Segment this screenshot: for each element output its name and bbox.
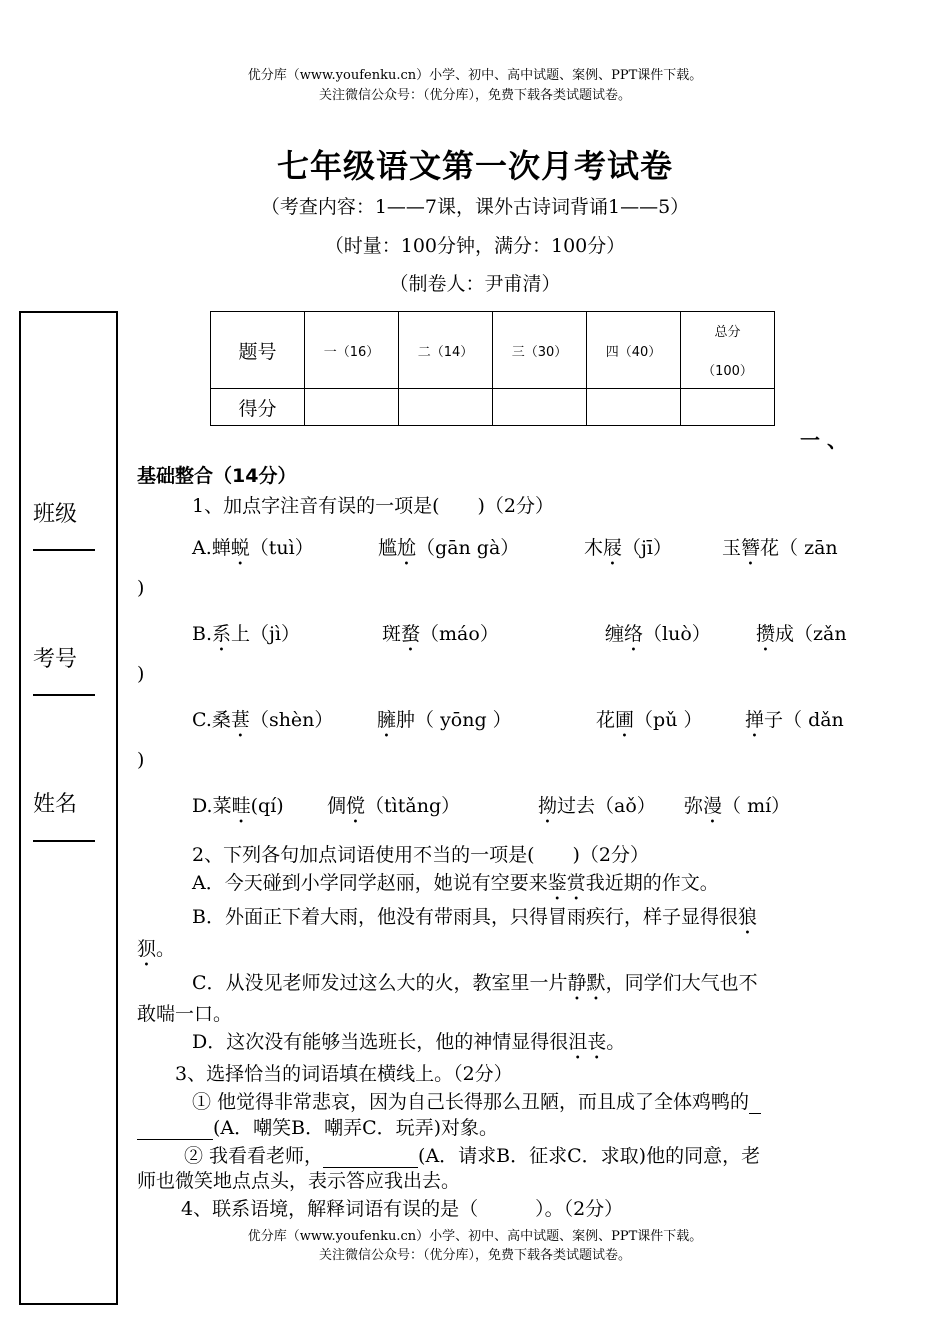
q2-a-dot: 鉴赏 [547, 872, 586, 894]
q1-option-b-part1 [192, 619, 300, 656]
q1-b1-post: 上 [231, 623, 251, 645]
q1-a3-dot: 屐 [603, 537, 623, 559]
total-label: 总分 [714, 325, 741, 340]
q1-option-b-part2 [382, 619, 499, 656]
q3-item1-blank-start[interactable] [749, 1095, 761, 1114]
q3-item1-blank[interactable] [137, 1121, 213, 1140]
q2-option-b-line1 [192, 902, 757, 939]
q1-a1-pinyin: （tuì） [249, 537, 314, 559]
q1-option-d-part4 [684, 791, 790, 828]
q3-item2-post: (A．请求B．征求C．求取)他的同意，老 [418, 1145, 761, 1167]
section-1-number: 一 、 [800, 428, 847, 452]
q1-b1-pinyin: （jì） [250, 623, 301, 645]
student-info-sidebar [19, 311, 118, 1305]
q1-d4-pinyin: （ mí） [722, 795, 791, 817]
q1-d2-pinyin: （tìtǎng） [365, 795, 461, 817]
q1-option-a-part2 [378, 533, 519, 570]
q1-option-b-part4 [756, 619, 847, 656]
q2-b-dot1: 狼 [737, 906, 757, 928]
section-2-header: 二（14） [399, 312, 493, 389]
q3-item2-line1 [184, 1141, 760, 1168]
score-cell-3[interactable] [493, 389, 587, 426]
q2-b-text: B．外面正下着大雨，他没有带雨具，只得冒雨疾行，样子显得很 [192, 906, 738, 928]
q1-d3-post: 过去 [557, 795, 596, 817]
score-cell-2[interactable] [399, 389, 493, 426]
section-4-header: 四（40） [587, 312, 681, 389]
class-blank[interactable] [33, 549, 95, 551]
q1-stem: 1、加点字注音有误的一项是( )（2分） [192, 495, 555, 517]
q1-d-label: D. [192, 795, 213, 817]
score-cell-4[interactable] [587, 389, 681, 426]
q1-d1-pre: 菜 [212, 795, 232, 817]
q1-d4-dot: 漫 [703, 795, 723, 817]
score-table [210, 311, 775, 426]
q1-c3-pinyin: （pǔ ） [634, 709, 703, 731]
subtitle-time: （时量：100分钟，满分：100分） [324, 235, 626, 257]
q2-a-pre: A．今天碰到小学同学赵丽，她说有空要来 [192, 872, 548, 894]
q1-b-close: ) [137, 663, 145, 685]
q1-b4-post: 成 [775, 623, 795, 645]
q1-option-c-part1 [192, 705, 333, 742]
q1-option-a-part3 [584, 533, 672, 570]
q1-option-c-part2 [377, 705, 512, 742]
score-cell-1[interactable] [305, 389, 399, 426]
q1-a2-pinyin: （gān gà） [416, 537, 520, 559]
header-line-1: 优分库（www.youfenku.cn）小学、初中、高中试题、案例、PPT课件下载。 [247, 68, 703, 83]
q1-b1-dot: 系 [212, 623, 232, 645]
subtitle-content: （考查内容：1——7课，课外古诗词背诵1——5） [260, 196, 690, 218]
page-title: 七年级语文第一次月考试卷 [276, 147, 673, 185]
class-label: 班级 [33, 502, 78, 527]
score-cell-total[interactable] [681, 389, 775, 426]
q2-option-b-line2 [137, 934, 175, 971]
q1-d3-dot: 拗 [538, 795, 558, 817]
q2-b-dot2: 狈 [137, 938, 157, 960]
q2-c-post: ，同学们大气也不 [605, 972, 758, 994]
q1-option-b-part3 [605, 619, 711, 656]
q1-a3-pinyin: （jī） [622, 537, 672, 559]
q1-a3-pre: 木 [584, 537, 604, 559]
q1-c2-post: 肿 [396, 709, 416, 731]
q1-d1-pinyin: (qí) [250, 795, 284, 817]
q2-b-post: 。 [156, 938, 176, 960]
q1-b2-pre: 斑 [382, 623, 402, 645]
q1-c3-pre: 花 [596, 709, 616, 731]
q3-item1-line2 [137, 1113, 498, 1140]
q1-c4-post: 子 [764, 709, 784, 731]
q2-option-c-line2: 敢喘一口。 [137, 1003, 233, 1025]
q1-d2-pre: 倜 [327, 795, 347, 817]
q1-option-a-part1 [192, 533, 314, 570]
q1-b4-dot: 攒 [756, 623, 776, 645]
q1-option-c-part3 [596, 705, 702, 742]
q1-option-a-part4 [722, 533, 838, 570]
q1-c-close: ) [137, 749, 145, 771]
q1-c2-dot: 臃 [377, 709, 397, 731]
q1-c3-dot: 圃 [615, 709, 635, 731]
q1-a1-dot: 蜕 [230, 537, 250, 559]
q1-b3-pinyin: （luò） [643, 623, 711, 645]
q1-a-close: ) [137, 577, 145, 599]
total-header [681, 312, 775, 389]
q1-d3-pinyin: （aǒ） [595, 795, 656, 817]
q1-c1-pre: 桑 [211, 709, 231, 731]
q1-a4-pinyin: （ zān [779, 537, 838, 559]
q3-item1-line1 [192, 1087, 761, 1114]
q1-c-label: C. [192, 709, 212, 731]
score-row-label: 得分 [211, 389, 305, 426]
q1-a-label: A. [192, 537, 212, 559]
q2-d-pre: D．这次没有能够当选班长，他的神情显得很 [192, 1031, 569, 1053]
q1-option-d-part2 [327, 791, 460, 828]
q2-a-post: 我近期的作文。 [585, 872, 719, 894]
total-max: （100） [702, 364, 753, 379]
q1-c1-dot: 葚 [230, 709, 250, 731]
q1-c1-pinyin: （shèn） [249, 709, 334, 731]
q1-option-d-part3 [538, 791, 656, 828]
q1-a4-pre: 玉 [722, 537, 742, 559]
section-3-header: 三（30） [493, 312, 587, 389]
q1-d4-pre: 弥 [684, 795, 704, 817]
q1-d1-dot: 畦 [231, 795, 251, 817]
q1-d2-dot: 傥 [346, 795, 366, 817]
q3-item1-text: ① 他觉得非常悲哀，因为自己长得那么丑陋，而且成了全体鸡鸭的 [192, 1091, 750, 1113]
subtitle-author: （制卷人：尹甫清） [389, 273, 561, 295]
q1-c4-dot: 掸 [745, 709, 765, 731]
q3-item1-options: (A．嘲笑B．嘲弄C．玩弄)对象。 [213, 1117, 499, 1139]
name-blank[interactable] [33, 840, 95, 842]
exam-number-label: 考号 [33, 647, 78, 672]
q2-stem: 2、下列各句加点词语使用不当的一项是( )（2分） [192, 844, 650, 866]
q2-d-dot: 沮丧 [568, 1031, 607, 1053]
q1-a1-pre: 蝉 [211, 537, 231, 559]
q2-c-dot: 静默 [567, 972, 606, 994]
q1-b2-pinyin: （máo） [420, 623, 499, 645]
footer-line-1: 优分库（www.youfenku.cn）小学、初中、高中试题、案例、PPT课件下载。 [247, 1229, 703, 1244]
q2-c-pre: C．从没见老师发过这么大的火，教室里一片 [192, 972, 568, 994]
question-number-header: 题号 [211, 312, 305, 389]
q1-a4-post: 花 [760, 537, 780, 559]
q2-option-a [192, 868, 719, 905]
q1-c4-pinyin: （ dǎn [783, 709, 844, 731]
section-1-header: 一（16） [305, 312, 399, 389]
q2-d-post: 。 [606, 1031, 626, 1053]
q1-b2-dot: 蝥 [401, 623, 421, 645]
footer-line-2: 关注微信公众号：（优分库），免费下载各类试题试卷。 [318, 1248, 631, 1263]
q1-option-d-part1 [192, 791, 284, 828]
q1-option-c-part4 [745, 705, 844, 742]
q1-a2-pre: 尴 [378, 537, 398, 559]
exam-number-blank[interactable] [33, 694, 95, 696]
q1-a2-dot: 尬 [397, 537, 417, 559]
q3-item2-pre: ② 我看看老师， [184, 1145, 324, 1167]
q1-b4-pinyin: （zǎn [794, 623, 847, 645]
section-1-title: 基础整合（14分） [137, 465, 297, 487]
q1-b3-pre: 缠 [605, 623, 625, 645]
q1-b3-dot: 络 [624, 623, 644, 645]
q1-c2-pinyin: （ yōng ） [415, 709, 512, 731]
q4-stem: 4、联系语境，解释词语有误的是（ ）。（2分） [181, 1198, 624, 1220]
q3-stem: 3、选择恰当的词语填在横线上。（2分） [175, 1063, 513, 1085]
name-label: 姓名 [33, 792, 78, 817]
q3-item2-line2: 师也微笑地点点头，表示答应我出去。 [137, 1170, 461, 1192]
q1-a4-dot: 簪 [741, 537, 761, 559]
q2-option-c-line1 [192, 968, 758, 1005]
header-line-2: 关注微信公众号：（优分库），免费下载各类试题试卷。 [318, 88, 631, 103]
q1-b-label: B. [192, 623, 213, 645]
